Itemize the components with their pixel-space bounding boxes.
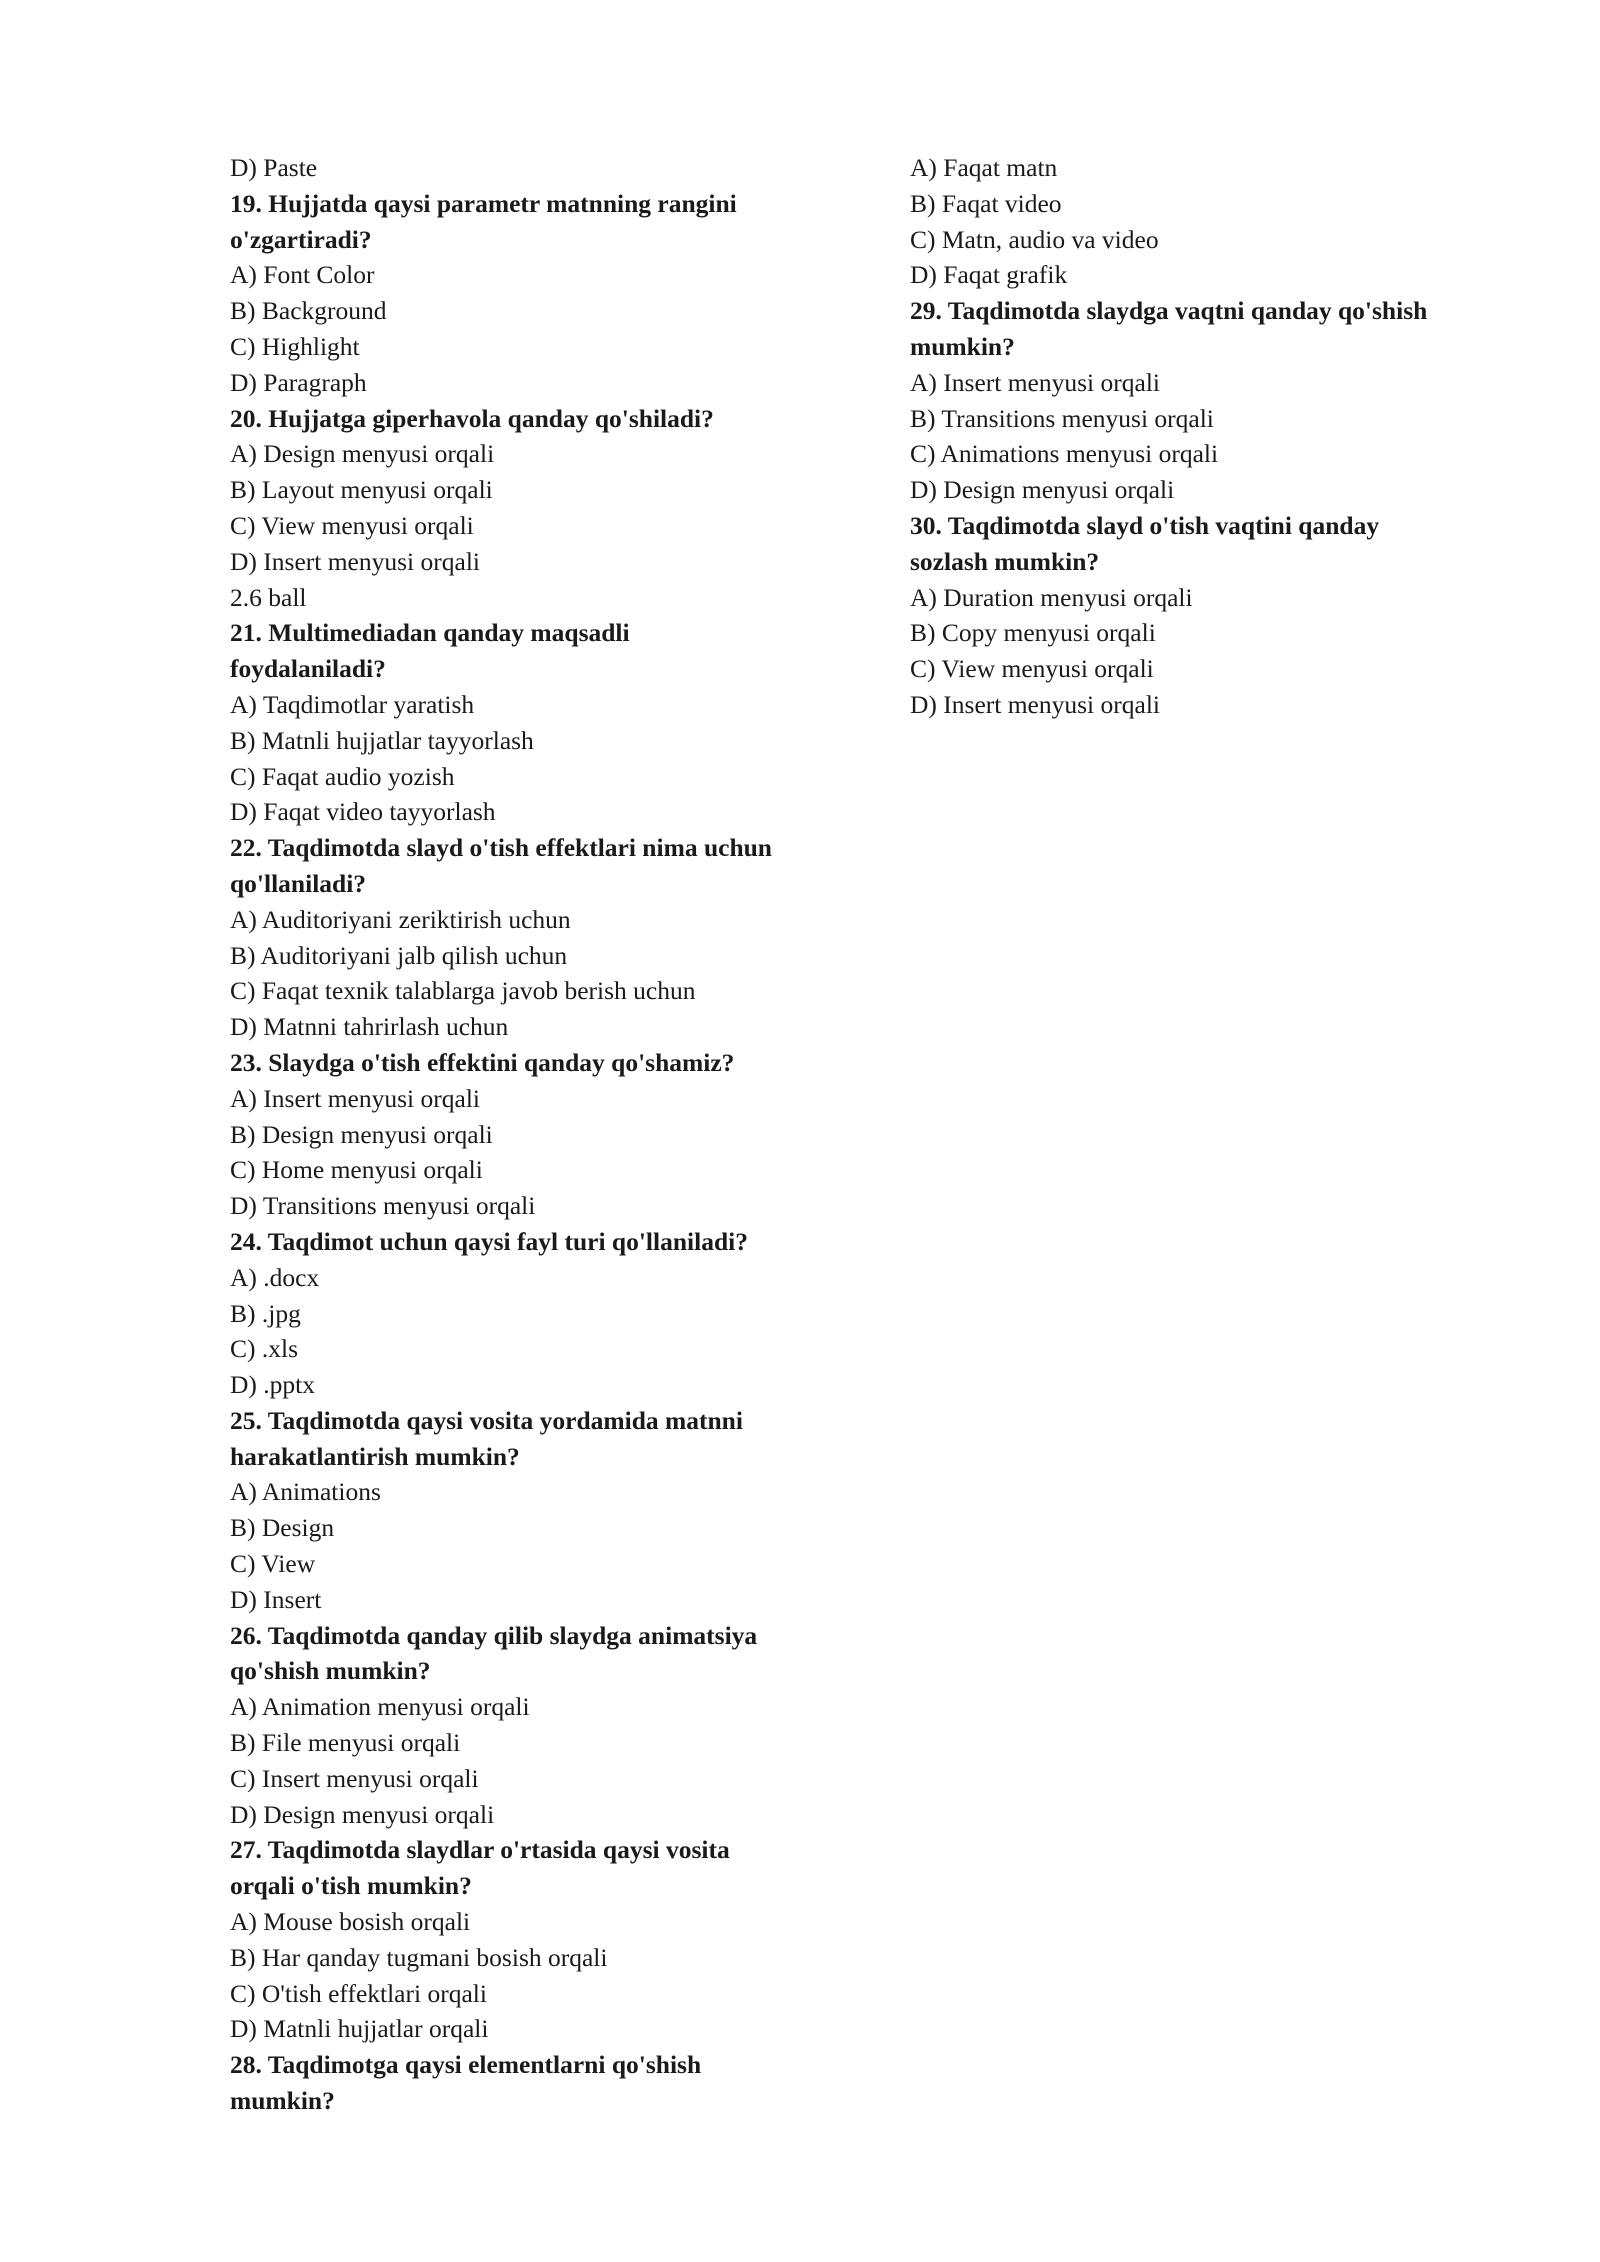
answer-option: B) Background — [230, 296, 387, 326]
answer-option: D) Insert menyusi orqali — [230, 546, 480, 576]
question-text: qo'shish mumkin? — [230, 1656, 431, 1686]
answer-option: C) O'tish effektlari orqali — [230, 1978, 487, 2008]
answer-option: B) Faqat video — [910, 188, 1062, 218]
answer-option: B) .jpg — [230, 1298, 301, 1328]
answer-option: D) Design menyusi orqali — [230, 1799, 495, 1829]
answer-option: B) File menyusi orqali — [230, 1728, 461, 1758]
answer-option: C) Insert menyusi orqali — [230, 1763, 479, 1793]
question-text: mumkin? — [910, 331, 1015, 361]
question-text: 27. Taqdimotda slaydlar o'rtasida qaysi vosita — [230, 1835, 730, 1865]
question-text: 19. Hujjatda qaysi parametr matnning rangini — [230, 188, 737, 218]
question-text: mumkin? — [230, 2086, 335, 2116]
answer-option: D) Faqat video tayyorlash — [230, 797, 496, 827]
answer-option: A) Font Color — [230, 260, 375, 290]
answer-option: D) .pptx — [230, 1370, 315, 1400]
answer-option: A) .docx — [230, 1262, 320, 1292]
question-text: 25. Taqdimotda qaysi vosita yordamida matnni — [230, 1405, 743, 1435]
question-text: foydalaniladi? — [230, 654, 386, 684]
answer-option: 2.6 ball — [230, 582, 307, 612]
left-column — [230, 150, 840, 2119]
answer-option: C) View — [230, 1549, 316, 1579]
question-text: 23. Slaydga o'tish effektini qanday qo'shamiz? — [230, 1047, 735, 1077]
answer-option: A) Animation menyusi orqali — [230, 1692, 530, 1722]
answer-option: A) Insert menyusi orqali — [910, 367, 1160, 397]
question-text: qo'llaniladi? — [230, 868, 367, 898]
answer-option: C) View menyusi orqali — [910, 654, 1154, 684]
question-text: 28. Taqdimotga qaysi elementlarni qo'shish — [230, 2050, 702, 2080]
answer-option: A) Insert menyusi orqali — [230, 1083, 480, 1113]
question-text: o'zgartiradi? — [230, 224, 372, 254]
question-text: harakatlantirish mumkin? — [230, 1441, 520, 1471]
answer-option: C) Matn, audio va video — [910, 224, 1159, 254]
answer-option: A) Auditoriyani zeriktirish uchun — [230, 904, 571, 934]
answer-option: C) Highlight — [230, 331, 360, 361]
answer-option: A) Faqat matn — [910, 153, 1058, 182]
answer-option: A) Design menyusi orqali — [230, 439, 495, 469]
answer-option: C) View menyusi orqali — [230, 510, 474, 540]
question-text: 21. Multimediadan qanday maqsadli — [230, 618, 630, 648]
question-text: 29. Taqdimotda slaydga vaqtni qanday qo'shish — [910, 296, 1428, 326]
answer-option: B) Transitions menyusi orqali — [910, 403, 1214, 433]
answer-option: D) Paragraph — [230, 367, 367, 397]
answer-option: D) Transitions menyusi orqali — [230, 1191, 536, 1221]
question-text: 26. Taqdimotda qanday qilib slaydga animatsiya — [230, 1620, 758, 1650]
answer-option: B) Layout menyusi orqali — [230, 475, 493, 505]
question-text: 24. Taqdimot uchun qaysi fayl turi qo'llaniladi? — [230, 1226, 748, 1256]
answer-option: D) Faqat grafik — [910, 260, 1068, 290]
answer-option: D) Insert — [230, 1584, 322, 1614]
answer-option: B) Copy menyusi orqali — [910, 618, 1156, 648]
answer-option: C) Faqat texnik talablarga javob berish uchun — [230, 976, 696, 1006]
right-column — [910, 150, 1500, 723]
answer-option: C) Faqat audio yozish — [230, 761, 455, 791]
answer-option: B) Design — [230, 1513, 335, 1543]
answer-option: A) Animations — [230, 1477, 381, 1507]
answer-option: D) Design menyusi orqali — [910, 475, 1175, 505]
answer-option: D) Insert menyusi orqali — [910, 689, 1160, 719]
answer-option: B) Design menyusi orqali — [230, 1119, 493, 1149]
answer-option: A) Mouse bosish orqali — [230, 1907, 471, 1937]
answer-option: B) Har qanday tugmani bosish orqali — [230, 1942, 608, 1972]
answer-option: D) Paste — [230, 153, 318, 182]
question-text: 22. Taqdimotda slayd o'tish effektlari nima uchun — [230, 833, 772, 863]
question-text: sozlash mumkin? — [910, 546, 1100, 576]
answer-option: B) Matnli hujjatlar tayyorlash — [230, 725, 534, 755]
answer-option: A) Duration menyusi orqali — [910, 582, 1193, 612]
question-text: 20. Hujjatga giperhavola qanday qo'shiladi? — [230, 403, 714, 433]
answer-option: D) Matnni tahrirlash uchun — [230, 1012, 509, 1042]
answer-option: C) Animations menyusi orqali — [910, 439, 1219, 469]
answer-option: A) Taqdimotlar yaratish — [230, 689, 475, 719]
answer-option: C) .xls — [230, 1334, 299, 1364]
answer-option: D) Matnli hujjatlar orqali — [230, 2014, 489, 2044]
question-text: 30. Taqdimotda slayd o'tish vaqtini qanday — [910, 510, 1380, 540]
answer-option: B) Auditoriyani jalb qilish uchun — [230, 940, 568, 970]
answer-option: C) Home menyusi orqali — [230, 1155, 483, 1185]
question-text: orqali o'tish mumkin? — [230, 1871, 472, 1901]
